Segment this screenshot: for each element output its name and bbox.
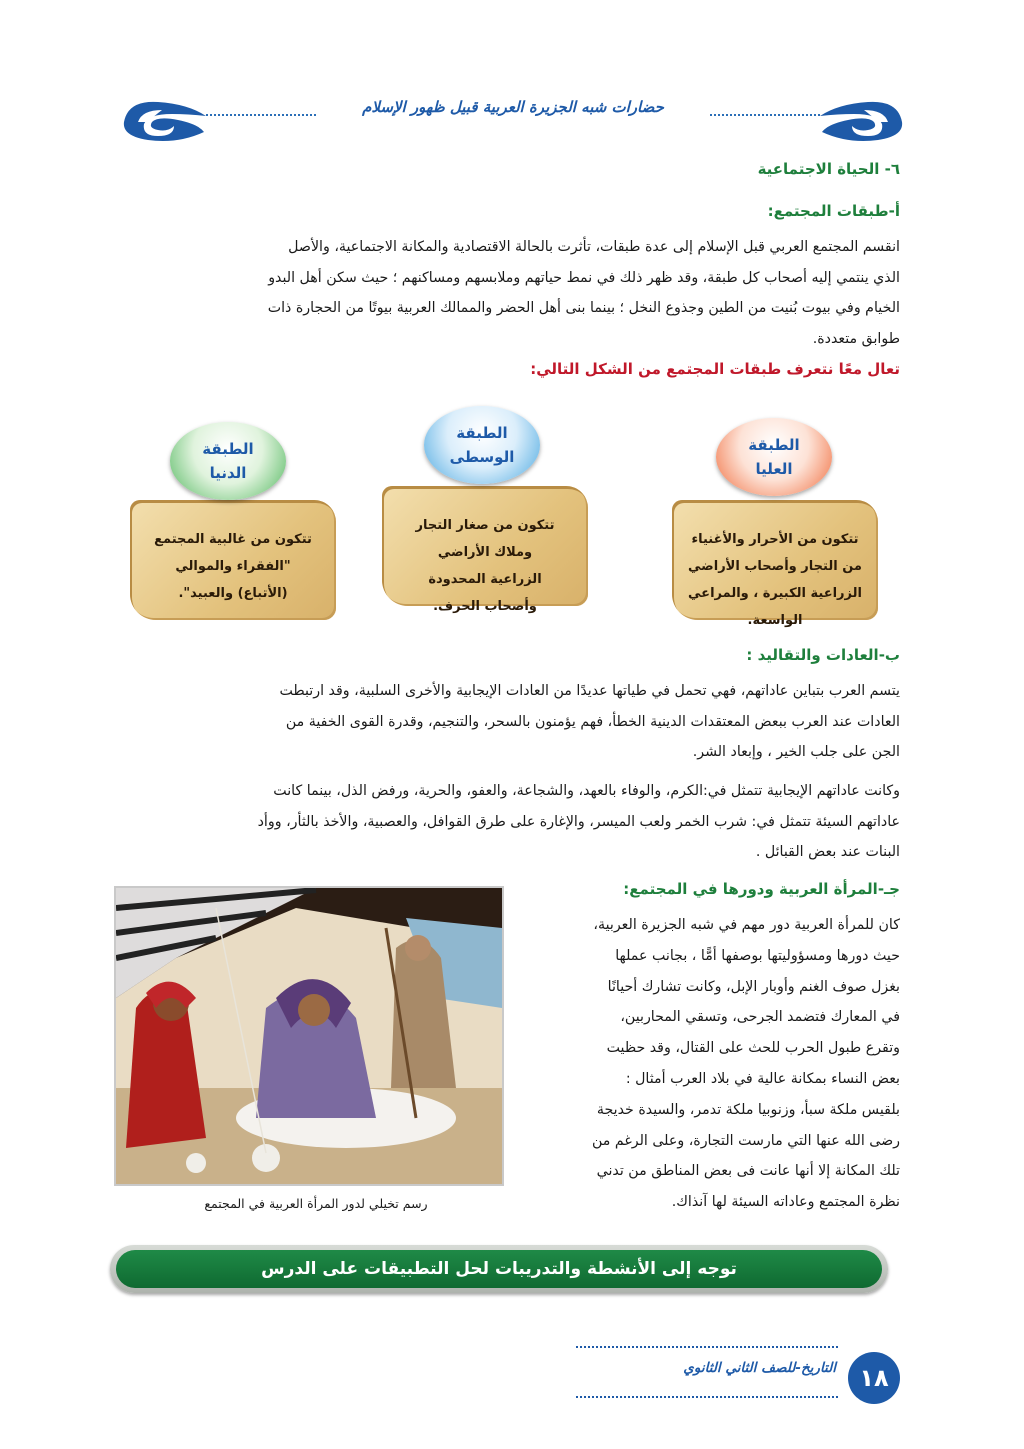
page-number: ١٨: [848, 1352, 900, 1404]
card-line: من التجار وأصحاب الأراضي: [688, 559, 862, 574]
woman-title: جـ-المرأة العربية ودورها في المجتمع:: [623, 880, 900, 898]
upper-class-bubble: [716, 418, 832, 496]
text-line: الجن على جلب الخير ، وإبعاد الشر.: [692, 744, 900, 760]
text-line: بغزل صوف الغنم وأوبار الإبل، وكانت تشارك أحيانًا: [607, 978, 900, 995]
activities-banner-text: توجه إلى الأنشطة والتدريبات لحل التطبيقات على الدرس: [116, 1250, 882, 1288]
middle-class-bubble: [424, 406, 540, 484]
text-line: طوابق متعددة.: [812, 330, 900, 347]
illustration-image: [114, 886, 504, 1186]
ornament-right-icon: [816, 92, 908, 144]
text-line: يتسم العرب بتباين عاداتهم، فهي تحمل في طياتها عديدًا من العادات الإيجابية والأخرى السلبية، وقد ارتبطت: [279, 683, 900, 699]
ornament-left-icon: [118, 92, 210, 144]
middle-class-card: [382, 486, 588, 614]
text-line: البنات عند بعض القبائل .: [755, 844, 900, 860]
page-header: [118, 92, 908, 148]
card-line: الواسعة.: [747, 613, 803, 628]
text-line: حيث دورها ومسؤوليتها بوصفها أمًّا ، بجانب عملها: [615, 947, 900, 964]
section-title: ٦- الحياة الاجتماعية: [757, 160, 900, 178]
text-line: وكانت عاداتهم الإيجابية تتمثل في:الكرم، والوفاء بالعهد، والشجاعة، والعفو، والحرية، ورفض الذل، بينما كانت: [273, 783, 900, 799]
customs-paragraph-2: [124, 776, 900, 868]
footer-book-title: التاريخ-للصف الثاني الثانوي: [683, 1360, 836, 1376]
card-line: تتكون من غالبية المجتمع: [154, 532, 312, 547]
activities-banner: [110, 1245, 888, 1293]
card-line: "الفقراء والموالي: [175, 559, 291, 574]
upper-class-card: [672, 500, 878, 628]
text-line: بلقيس ملكة سبأ، وزنوبيا ملكة تدمر، والسيدة خديجة: [596, 1101, 900, 1118]
card-line: وملاك الأراضي: [437, 545, 533, 560]
lower-class-label: الطبقة الدنيا: [202, 440, 254, 482]
customs-title: ب-العادات والتقاليد :: [746, 646, 900, 664]
card-line: الزراعية الكبيرة ، والمراعي: [688, 586, 862, 601]
card-line: الزراعية المحدودة: [428, 572, 542, 587]
card-line: وأصحاب الحرف.: [433, 599, 537, 614]
text-line: بعض النساء بمكانة عالية في بلاد العرب أمثال :: [625, 1070, 900, 1087]
card-line: (الأتباع) والعبيد".: [178, 586, 288, 601]
upper-class-label: الطبقة العليا: [748, 436, 800, 478]
classes-title: أ-طبقات المجتمع:: [767, 202, 900, 220]
lower-class-bubble: [170, 422, 286, 500]
classes-paragraph: [124, 232, 900, 354]
text-line: نظرة المجتمع وعاداته السيئة لها آنذاك.: [671, 1194, 900, 1211]
text-line: عاداتهم السيئة تتمثل في: شرب الخمر ولعب الميسر، والإغارة على طرق القوافل، والعصبية، والأخذ بالثأر، ووأد: [257, 813, 900, 830]
illustration-caption: رسم تخيلي لدور المرأة العربية في المجتمع: [204, 1196, 428, 1211]
text-line: في المعارك فتضمد الجرحى، وتسقي المحاربين،: [620, 1009, 900, 1026]
text-line: وتقرع طبول الحرب للحث على القتال، وقد حظيت: [606, 1040, 900, 1057]
lower-class-card: [130, 500, 336, 620]
footer-divider: [576, 1396, 838, 1398]
text-line: كان للمرأة العربية دور مهم في شبه الجزيرة العربية،: [593, 917, 900, 933]
text-line: انقسم المجتمع العربي قبل الإسلام إلى عدة طبقات، تأثرت بالحالة الاقتصادية والمكانة الاجتماعية، والأصل: [288, 239, 900, 255]
card-line: تتكون من الأحرار والأغنياء: [691, 532, 859, 547]
woman-paragraph: [516, 910, 900, 1218]
text-line: تلك المكانة إلا أنها عانت فى بعض المناطق من تدني: [596, 1163, 900, 1180]
customs-paragraph-1: [124, 676, 900, 768]
footer-divider: [576, 1346, 838, 1348]
text-line: الخيام وفي بيوت بُنيت من الطين وجذوع النخل ؛ بينما بنى أهل الحضر والممالك العربية بيوتًا من الحجارة ذات: [267, 300, 900, 316]
middle-class-label: الطبقة الوسطى: [449, 424, 515, 466]
diagram-prompt: تعال معًا نتعرف طبقات المجتمع من الشكل التالي:: [530, 360, 900, 378]
text-line: العادات عند العرب ببعض المعتقدات الدينية الخطأ، فهم يؤمنون بالسحر، والتنجيم، وقدرة القوى الخفية من: [285, 713, 900, 730]
header-title: حضارات شبه الجزيرة العربية قبيل ظهور الإسلام: [318, 98, 708, 116]
text-line: الذي ينتمي إليه أصحاب كل طبقة، وقد ظهر ذلك في نمط حياتهم وملابسهم ومساكنهم ؛ حيث سكن أهل البدو: [268, 269, 900, 286]
text-line: رضى الله عنها التي مارست التجارة، وعلى الرغم من: [591, 1132, 900, 1149]
card-line: تتكون من صغار التجار: [415, 518, 555, 533]
